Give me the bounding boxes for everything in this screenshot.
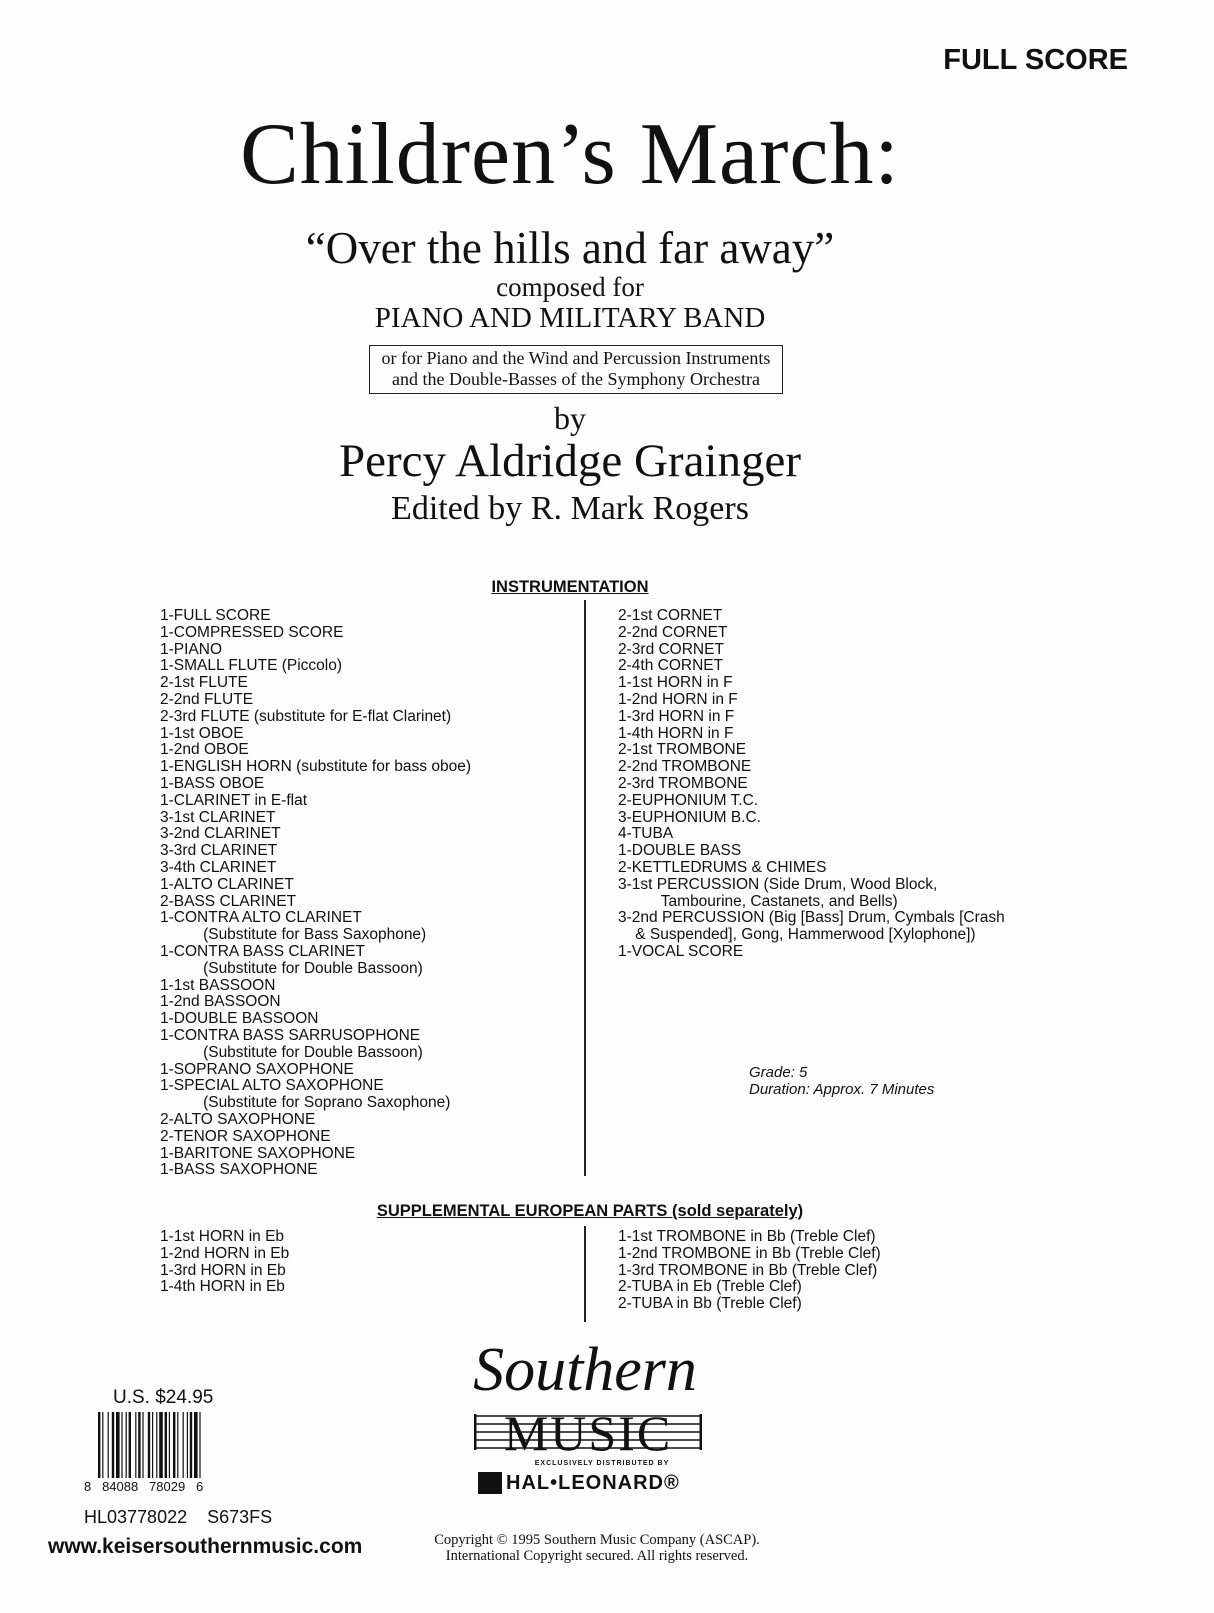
duration: Duration: Approx. 7 Minutes: [749, 1081, 935, 1098]
list-item: 2-ALTO SAXOPHONE: [160, 1110, 316, 1128]
list-item: 1-BARITONE SAXOPHONE: [160, 1144, 356, 1162]
distributed-by-label: EXCLUSIVELY DISTRIBUTED BY: [534, 1460, 670, 1467]
list-item: 2-1st CORNET: [618, 607, 723, 624]
list-item: 2-EUPHONIUM T.C.: [618, 791, 759, 809]
alternate-line-2: and the Double-Basses of the Symphony Orchestra: [392, 369, 760, 389]
list-item: 2-2nd TROMBONE: [618, 758, 752, 776]
list-item: 3-2nd PERCUSSION (Big [Bass] Drum, Cymbals [Crash: [618, 909, 1005, 927]
composer: Percy Aldridge Grainger: [338, 435, 801, 487]
list-item: 1-2nd OBOE: [160, 741, 249, 759]
list-item: 1-PIANO: [160, 640, 223, 658]
supplemental-right-list: [618, 1229, 881, 1313]
list-item: 1-CLARINET in E-flat: [160, 791, 308, 809]
list-item: 2-KETTLEDRUMS & CHIMES: [618, 858, 827, 876]
supplemental-divider: [584, 1226, 586, 1322]
list-item: 3-1st CLARINET: [160, 808, 276, 826]
list-item: 3-2nd CLARINET: [160, 825, 281, 843]
list-item: 2-2nd CORNET: [618, 623, 728, 641]
grade: Grade: 5: [749, 1064, 808, 1081]
grade-duration: [749, 1064, 934, 1098]
list-item: 2-1st FLUTE: [160, 674, 248, 692]
list-item: 2-4th CORNET: [618, 657, 724, 675]
list-item: (Substitute for Bass Saxophone): [160, 926, 427, 944]
list-item: 1-1st HORN in Eb: [160, 1228, 285, 1245]
price-label: U.S. $24.95: [113, 1387, 214, 1408]
list-item: 1-CONTRA BASS SARRUSOPHONE: [160, 1026, 421, 1044]
subtitle: “Over the hills and far away”: [305, 223, 835, 273]
list-item: 1-COMPRESSED SCORE: [160, 623, 344, 641]
list-item: & Suspended], Gong, Hammerwood [Xylophone]): [618, 926, 976, 944]
editor: Edited by R. Mark Rogers: [391, 490, 749, 527]
list-item: 1-2nd HORN in F: [618, 690, 738, 708]
list-item: 1-SOPRANO SAXOPHONE: [160, 1060, 354, 1078]
list-item: 1-BASS SAXOPHONE: [160, 1161, 318, 1179]
list-item: 1-1st HORN in F: [618, 674, 733, 692]
composed-for: composed for: [496, 272, 644, 302]
barcode-digits: 8 84088 78029 6: [84, 1479, 204, 1494]
list-item: 4-TUBA: [618, 825, 674, 843]
website-url: www.keisersouthernmusic.com: [48, 1535, 363, 1558]
supplemental-left-list: [160, 1229, 289, 1296]
southern-logo-script: Southern: [473, 1336, 697, 1404]
list-item: 1-ALTO CLARINET: [160, 875, 294, 893]
list-item: 3-1st PERCUSSION (Side Drum, Wood Block,: [618, 875, 938, 893]
alternate-line-1: or for Piano and the Wind and Percussion Instruments: [381, 348, 771, 368]
list-item: 1-SMALL FLUTE (Piccolo): [160, 657, 343, 675]
copyright-line-2: International Copyright secured. All rights reserved.: [445, 1548, 749, 1564]
list-item: 1-1st BASSOON: [160, 976, 276, 994]
list-item: 1-1st OBOE: [160, 724, 244, 742]
barcode-graphic: [96, 1412, 242, 1480]
list-item: 3-3rd CLARINET: [160, 842, 278, 860]
list-item: Tambourine, Castanets, and Bells): [618, 892, 898, 910]
copyright-notice: [412, 1532, 782, 1564]
page-title: Children’s March:: [240, 106, 900, 203]
list-item: 1-2nd BASSOON: [160, 993, 281, 1011]
list-item: 1-CONTRA ALTO CLARINET: [160, 909, 362, 927]
list-item: (Substitute for Double Bassoon): [160, 959, 423, 977]
alternate-setting-box: [369, 345, 783, 394]
list-item: 1-DOUBLE BASSOON: [160, 1010, 319, 1028]
list-item: 1-CONTRA BASS CLARINET: [160, 942, 365, 960]
copyright-line-1: Copyright © 1995 Southern Music Company (ASCAP).: [434, 1532, 760, 1548]
list-item: 1-BASS OBOE: [160, 774, 265, 792]
list-item: 2-TUBA in Bb (Treble Clef): [618, 1295, 802, 1313]
full-score-label: FULL SCORE: [943, 44, 1128, 76]
list-item: 2-3rd TROMBONE: [618, 774, 748, 792]
instrumentation-heading: INSTRUMENTATION: [491, 578, 649, 596]
list-item: 1-2nd TROMBONE in Bb (Treble Clef): [618, 1244, 881, 1262]
catalog-codes: HL03778022 S673FS: [84, 1507, 273, 1527]
list-item: 3-EUPHONIUM B.C.: [618, 808, 761, 826]
instrumentation-right-list: [618, 608, 1005, 961]
column-divider: [584, 600, 586, 1176]
hal-leonard-logo: HAL•LEONARD®: [506, 1472, 680, 1494]
list-item: 2-TUBA in Eb (Treble Clef): [618, 1278, 802, 1296]
list-item: 1-3rd TROMBONE in Bb (Treble Clef): [618, 1261, 878, 1279]
list-item: 1-3rd HORN in F: [618, 707, 735, 725]
list-item: 2-3rd FLUTE (substitute for E-flat Clarinet): [160, 707, 452, 725]
list-item: 2-2nd FLUTE: [160, 690, 254, 708]
list-item: (Substitute for Soprano Saxophone): [160, 1094, 451, 1112]
list-item: 1-ENGLISH HORN (substitute for bass oboe): [160, 758, 471, 776]
list-item: 1-2nd HORN in Eb: [160, 1244, 290, 1262]
list-item: 2-BASS CLARINET: [160, 892, 297, 910]
list-item: 1-3rd HORN in Eb: [160, 1261, 286, 1279]
list-item: 2-3rd CORNET: [618, 640, 724, 658]
list-item: 2-1st TROMBONE: [618, 741, 747, 759]
instrumentation-left-list: [160, 608, 471, 1179]
list-item: 1-1st TROMBONE in Bb (Treble Clef): [618, 1228, 876, 1245]
list-item: 1-FULL SCORE: [160, 607, 271, 624]
list-item: 1-DOUBLE BASS: [618, 842, 742, 860]
list-item: 1-VOCAL SCORE: [618, 942, 744, 960]
list-item: 1-SPECIAL ALTO SAXOPHONE: [160, 1077, 384, 1095]
supplemental-heading: SUPPLEMENTAL EUROPEAN PARTS (sold separately): [376, 1202, 804, 1220]
southern-logo-music: MUSIC: [503, 1405, 673, 1461]
by-label: by: [554, 400, 586, 436]
list-item: 1-4th HORN in F: [618, 724, 734, 742]
list-item: 1-4th HORN in Eb: [160, 1278, 285, 1296]
list-item: 3-4th CLARINET: [160, 858, 277, 876]
hal-leonard-icon: [478, 1472, 502, 1494]
setting: PIANO AND MILITARY BAND: [374, 302, 766, 334]
list-item: 2-TENOR SAXOPHONE: [160, 1127, 331, 1145]
list-item: (Substitute for Double Bassoon): [160, 1043, 423, 1061]
